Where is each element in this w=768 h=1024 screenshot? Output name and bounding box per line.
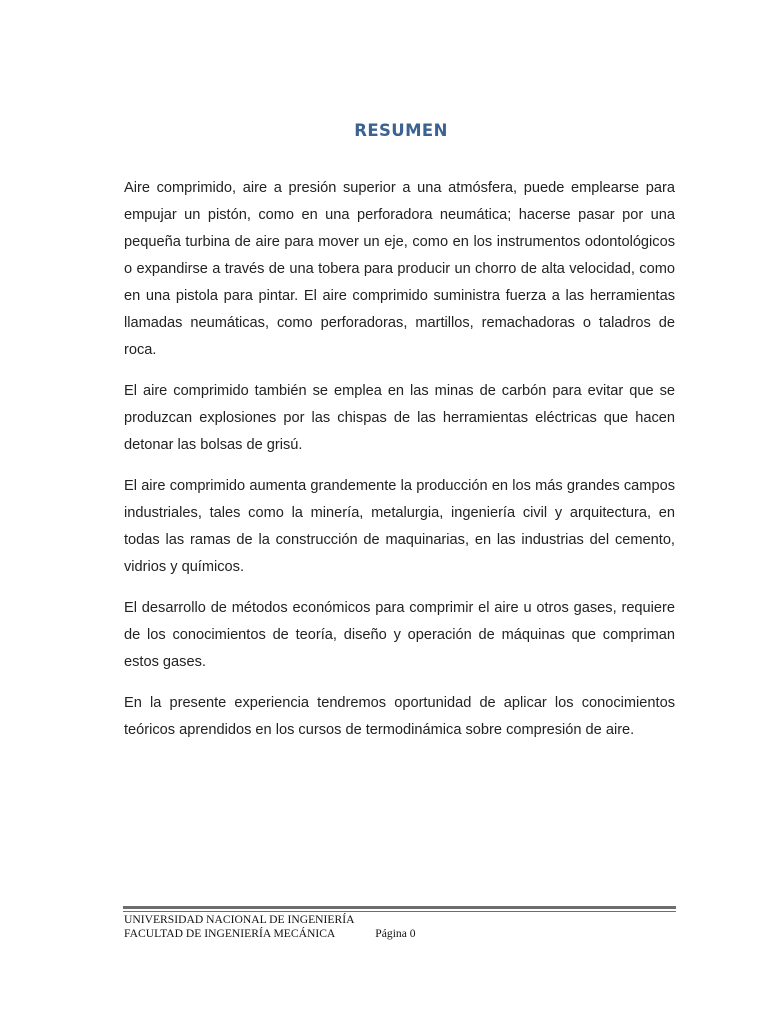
page-number: Página 0 — [375, 927, 416, 940]
body-text — [124, 175, 675, 758]
footer-university: UNIVERSIDAD NACIONAL DE INGENIERÍA — [124, 913, 355, 926]
paragraph-2: El aire comprimido también se emplea en las minas de carbón para evitar que se produzcan explosiones por las chispas de las herramientas eléctricas que hacen detonar las bolsas de grisú. — [124, 383, 675, 453]
footer-faculty: FACULTAD DE INGENIERÍA MECÁNICA — [124, 927, 336, 940]
footer-faculty-row — [124, 927, 574, 941]
paragraph-4: El desarrollo de métodos económicos para comprimir el aire u otros gases, requiere de los conocimientos de teoría, diseño y operación de máquinas que compriman estos gases. — [124, 600, 675, 670]
paragraph-5: En la presente experiencia tendremos oportunidad de aplicar los conocimientos teóricos aprendidos en los cursos de termodinámica sobre compresión de aire. — [124, 695, 675, 738]
footer-divider-thin — [123, 911, 676, 912]
paragraph-3: El aire comprimido aumenta grandemente la producción en los más grandes campos industriales, tales como la minería, metalurgia, ingeniería civil y arquitectura, en todas las ramas de la construcción de maquinarias, en las industrias del cemento, vidrios y químicos. — [124, 478, 675, 575]
page-title: RESUMEN — [354, 121, 448, 140]
page-footer — [124, 913, 574, 941]
paragraph-1: Aire comprimido, aire a presión superior a una atmósfera, puede emplearse para empujar un pistón, como en una perforadora neumática; hacerse pasar por una pequeña turbina de aire para mover un eje, como en los instrumentos odontológicos o expandirse a través de una tobera para producir un chorro de alta velocidad, como en una pistola para pintar. El aire comprimido suministra fuerza a las herramientas llamadas neumáticas, como perforadoras, martillos, remachadoras o taladros de roca. — [124, 180, 675, 358]
footer-divider-thick — [123, 906, 676, 909]
